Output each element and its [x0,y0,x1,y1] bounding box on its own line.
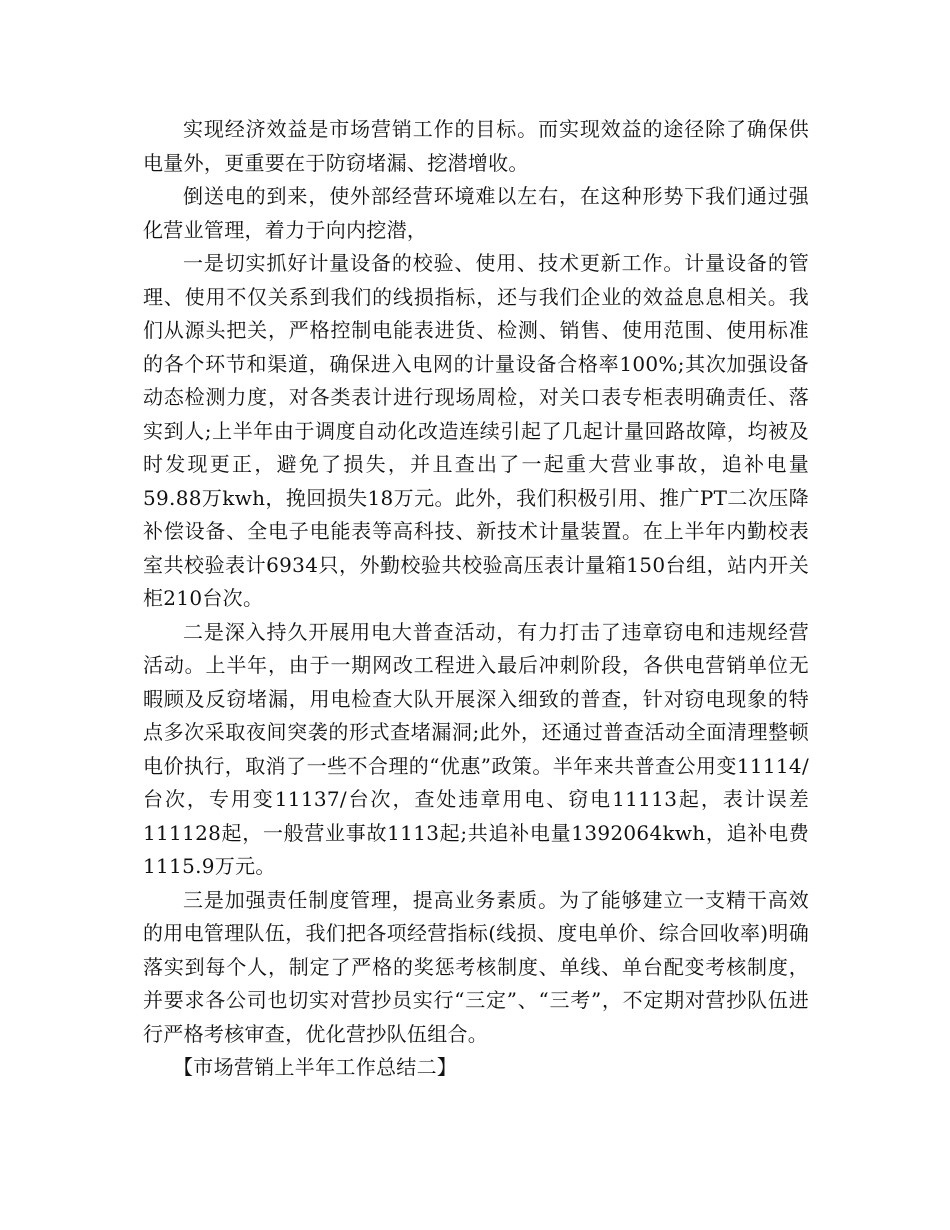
section-heading: 【市场营销上半年工作总结二】 [173,1055,458,1079]
paragraph-3: 一是切实抓好计量设备的校验、使用、技术更新工作。计量设备的管理、使用不仅关系到我们的线损指标，还与我们企业的效益息息相关。我们从源头把关，严格控制电能表进货、检测、销售、使用范围、使用标准的各个环节和渠道，确保进入电网的计量设备合格率100%;其次加强设备动态检测力度，对各类表计进行现场周检，对关口表专柜表明确责任、落实到人;上半年由于调度自动化改造连续引起了几起计量回路故障，均被及时发现更正，避免了损失，并且查出了一起重大营业事故，追补电量59.88万kwh，挽回损失18万元。此外，我们积极引用、推广PT二次压降补偿设备、全电子电能表等高科技、新技术计量装置。在上半年内勤校表室共校验表计6934只，外勤校验共校验高压表计量箱150台组，站内开关柜210台次。 [143,251,809,610]
paragraph-5: 三是加强责任制度管理，提高业务素质。为了能够建立一支精干高效的用电管理队伍，我们把各项经营指标(线损、度电单价、综合回收率)明确落实到每个人，制定了严格的奖惩考核制度、单线、单台配变考核制度，并要求各公司也切实对营抄员实行“三定”、“三考”，不定期对营抄队伍进行严格考核审查，优化营抄队伍组合。 [143,887,809,1046]
paragraph-4: 二是深入持久开展用电大普查活动，有力打击了违章窃电和违规经营活动。上半年，由于一期网改工程进入最后冲刺阶段，各供电营销单位无暇顾及反窃堵漏，用电检查大队开展深入细致的普查，针对窃电现象的特点多次采取夜间突袭的形式查堵漏洞;此外，还通过普查活动全面清理整顿电价执行，取消了一些不合理的“优惠”政策。半年来共普查公用变11114/台次，专用变11137/台次，查处违章用电、窃电11113起，表计误差111128起，一般营业事故1113起;共追补电量1392064kwh，追补电费1115.9万元。 [143,619,809,878]
document-body [143,113,809,1085]
paragraph-1: 实现经济效益是市场营销工作的目标。而实现效益的途径除了确保供电量外，更重要在于防窃堵漏、挖潜增收。 [143,117,809,175]
paragraph-2: 倒送电的到来，使外部经营环境难以左右，在这种形势下我们通过强化营业管理，着力于向内挖潜， [143,184,809,242]
